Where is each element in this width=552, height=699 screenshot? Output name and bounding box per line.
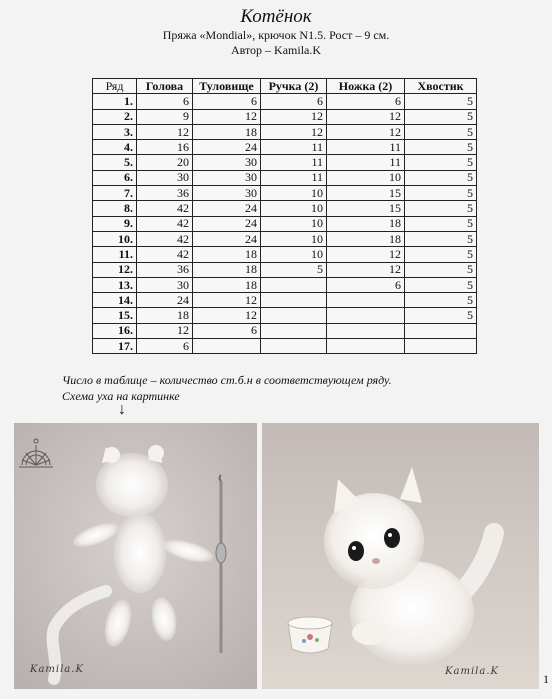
tail-cell: 5 (405, 140, 477, 155)
row-number-cell: 7. (93, 186, 137, 201)
row-number-cell: 12. (93, 262, 137, 277)
leg-cell: 12 (327, 262, 405, 277)
table-row (93, 308, 477, 323)
body-cell: 12 (193, 109, 261, 124)
row-number-cell: 13. (93, 277, 137, 292)
arm-cell (261, 323, 327, 338)
body-cell: 18 (193, 124, 261, 139)
body-cell: 24 (193, 216, 261, 231)
column-header-body: Туловище (193, 79, 261, 94)
table-row (93, 186, 477, 201)
table-row (93, 277, 477, 292)
arm-cell: 12 (261, 109, 327, 124)
leg-cell: 11 (327, 140, 405, 155)
row-number-cell: 6. (93, 170, 137, 185)
table-row (93, 323, 477, 338)
arm-cell: 6 (261, 94, 327, 109)
arm-cell (261, 277, 327, 292)
leg-cell: 12 (327, 124, 405, 139)
crochet-pattern-table (92, 78, 477, 354)
body-cell: 30 (193, 155, 261, 170)
leg-cell: 15 (327, 201, 405, 216)
row-number-cell: 8. (93, 201, 137, 216)
leg-cell: 15 (327, 186, 405, 201)
row-number-cell: 14. (93, 293, 137, 308)
tail-cell: 5 (405, 247, 477, 262)
head-cell: 42 (137, 247, 193, 262)
column-header-head: Голова (137, 79, 193, 94)
tail-cell: 5 (405, 94, 477, 109)
leg-cell: 18 (327, 216, 405, 231)
head-cell: 20 (137, 155, 193, 170)
body-cell (193, 339, 261, 354)
tail-cell: 5 (405, 155, 477, 170)
pattern-subtitle: Пряжа «Mondial», крючок N1.5. Рост – 9 см. (162, 28, 390, 42)
arm-cell (261, 308, 327, 323)
kitten-parts-photo (14, 423, 257, 689)
arm-cell: 12 (261, 124, 327, 139)
tail-cell: 5 (405, 201, 477, 216)
table-header-row (93, 79, 477, 94)
tail-cell: 5 (405, 216, 477, 231)
page-number: 1 (543, 672, 549, 686)
arm-cell: 11 (261, 170, 327, 185)
body-cell: 18 (193, 262, 261, 277)
row-number-cell: 9. (93, 216, 137, 231)
head-cell: 6 (137, 339, 193, 354)
column-header-leg: Ножка (2) (327, 79, 405, 94)
tail-cell: 5 (405, 170, 477, 185)
row-number-cell: 10. (93, 231, 137, 246)
arm-cell: 10 (261, 186, 327, 201)
body-cell: 24 (193, 231, 261, 246)
tail-cell: 5 (405, 308, 477, 323)
body-cell: 24 (193, 140, 261, 155)
row-number-cell: 5. (93, 155, 137, 170)
head-cell: 42 (137, 216, 193, 231)
left-photo-signature: Kamila.K (30, 664, 84, 675)
table-row (93, 339, 477, 354)
table-row (93, 109, 477, 124)
body-cell: 18 (193, 277, 261, 292)
tail-cell: 5 (405, 186, 477, 201)
row-number-cell: 16. (93, 323, 137, 338)
leg-cell: 18 (327, 231, 405, 246)
row-number-cell: 11. (93, 247, 137, 262)
leg-cell: 10 (327, 170, 405, 185)
head-cell: 6 (137, 94, 193, 109)
leg-cell (327, 323, 405, 338)
arm-cell: 10 (261, 231, 327, 246)
kitten-parts-illustration (14, 423, 257, 689)
page-header (0, 6, 552, 58)
leg-cell (327, 308, 405, 323)
head-cell: 36 (137, 186, 193, 201)
row-number-cell: 3. (93, 124, 137, 139)
leg-cell: 11 (327, 155, 405, 170)
body-cell: 30 (193, 170, 261, 185)
table-row (93, 94, 477, 109)
head-cell: 16 (137, 140, 193, 155)
row-number-cell: 4. (93, 140, 137, 155)
head-cell: 12 (137, 323, 193, 338)
table-row (93, 170, 477, 185)
table-row (93, 216, 477, 231)
table-row (93, 124, 477, 139)
table-note: Число в таблице – количество ст.б.н в соответствующем ряду. (62, 373, 392, 387)
table-row (93, 262, 477, 277)
leg-cell: 6 (327, 94, 405, 109)
table-row (93, 155, 477, 170)
head-cell: 12 (137, 124, 193, 139)
body-cell: 24 (193, 201, 261, 216)
tail-cell: 5 (405, 293, 477, 308)
body-cell: 18 (193, 247, 261, 262)
arm-cell: 5 (261, 262, 327, 277)
head-cell: 9 (137, 109, 193, 124)
table-row (93, 201, 477, 216)
ear-scheme-note: Схема уха на картинке (62, 389, 180, 403)
column-header-row: Ряд (93, 79, 137, 94)
head-cell: 42 (137, 201, 193, 216)
right-photo-signature: Kamila.K (445, 666, 499, 677)
column-header-tail: Хвостик (405, 79, 477, 94)
column-header-arm: Ручка (2) (261, 79, 327, 94)
tail-cell (405, 339, 477, 354)
arm-cell: 10 (261, 201, 327, 216)
head-cell: 18 (137, 308, 193, 323)
arm-cell: 10 (261, 247, 327, 262)
tail-cell: 5 (405, 231, 477, 246)
arm-cell: 11 (261, 155, 327, 170)
body-cell: 12 (193, 293, 261, 308)
page-title: Котёнок (240, 6, 312, 27)
leg-cell (327, 339, 405, 354)
arm-cell: 10 (261, 216, 327, 231)
head-cell: 36 (137, 262, 193, 277)
row-number-cell: 1. (93, 94, 137, 109)
head-cell: 30 (137, 170, 193, 185)
pattern-author: Автор – Kamila.K (230, 43, 322, 57)
head-cell: 30 (137, 277, 193, 292)
arm-cell (261, 339, 327, 354)
tail-cell: 5 (405, 124, 477, 139)
tail-cell: 5 (405, 262, 477, 277)
arm-cell (261, 293, 327, 308)
table-row (93, 247, 477, 262)
leg-cell: 12 (327, 109, 405, 124)
arm-cell: 11 (261, 140, 327, 155)
leg-cell: 6 (327, 277, 405, 292)
finished-kitten-photo (262, 423, 539, 689)
leg-cell: 12 (327, 247, 405, 262)
body-cell: 6 (193, 94, 261, 109)
table-row (93, 231, 477, 246)
table-row (93, 140, 477, 155)
tail-cell: 5 (405, 277, 477, 292)
down-arrow-icon: ↓ (118, 401, 126, 418)
body-cell: 6 (193, 323, 261, 338)
finished-kitten-illustration (262, 423, 539, 689)
row-number-cell: 15. (93, 308, 137, 323)
head-cell: 42 (137, 231, 193, 246)
body-cell: 30 (193, 186, 261, 201)
tail-cell: 5 (405, 109, 477, 124)
row-number-cell: 2. (93, 109, 137, 124)
leg-cell (327, 293, 405, 308)
head-cell: 24 (137, 293, 193, 308)
row-number-cell: 17. (93, 339, 137, 354)
body-cell: 12 (193, 308, 261, 323)
tail-cell (405, 323, 477, 338)
table-row (93, 293, 477, 308)
